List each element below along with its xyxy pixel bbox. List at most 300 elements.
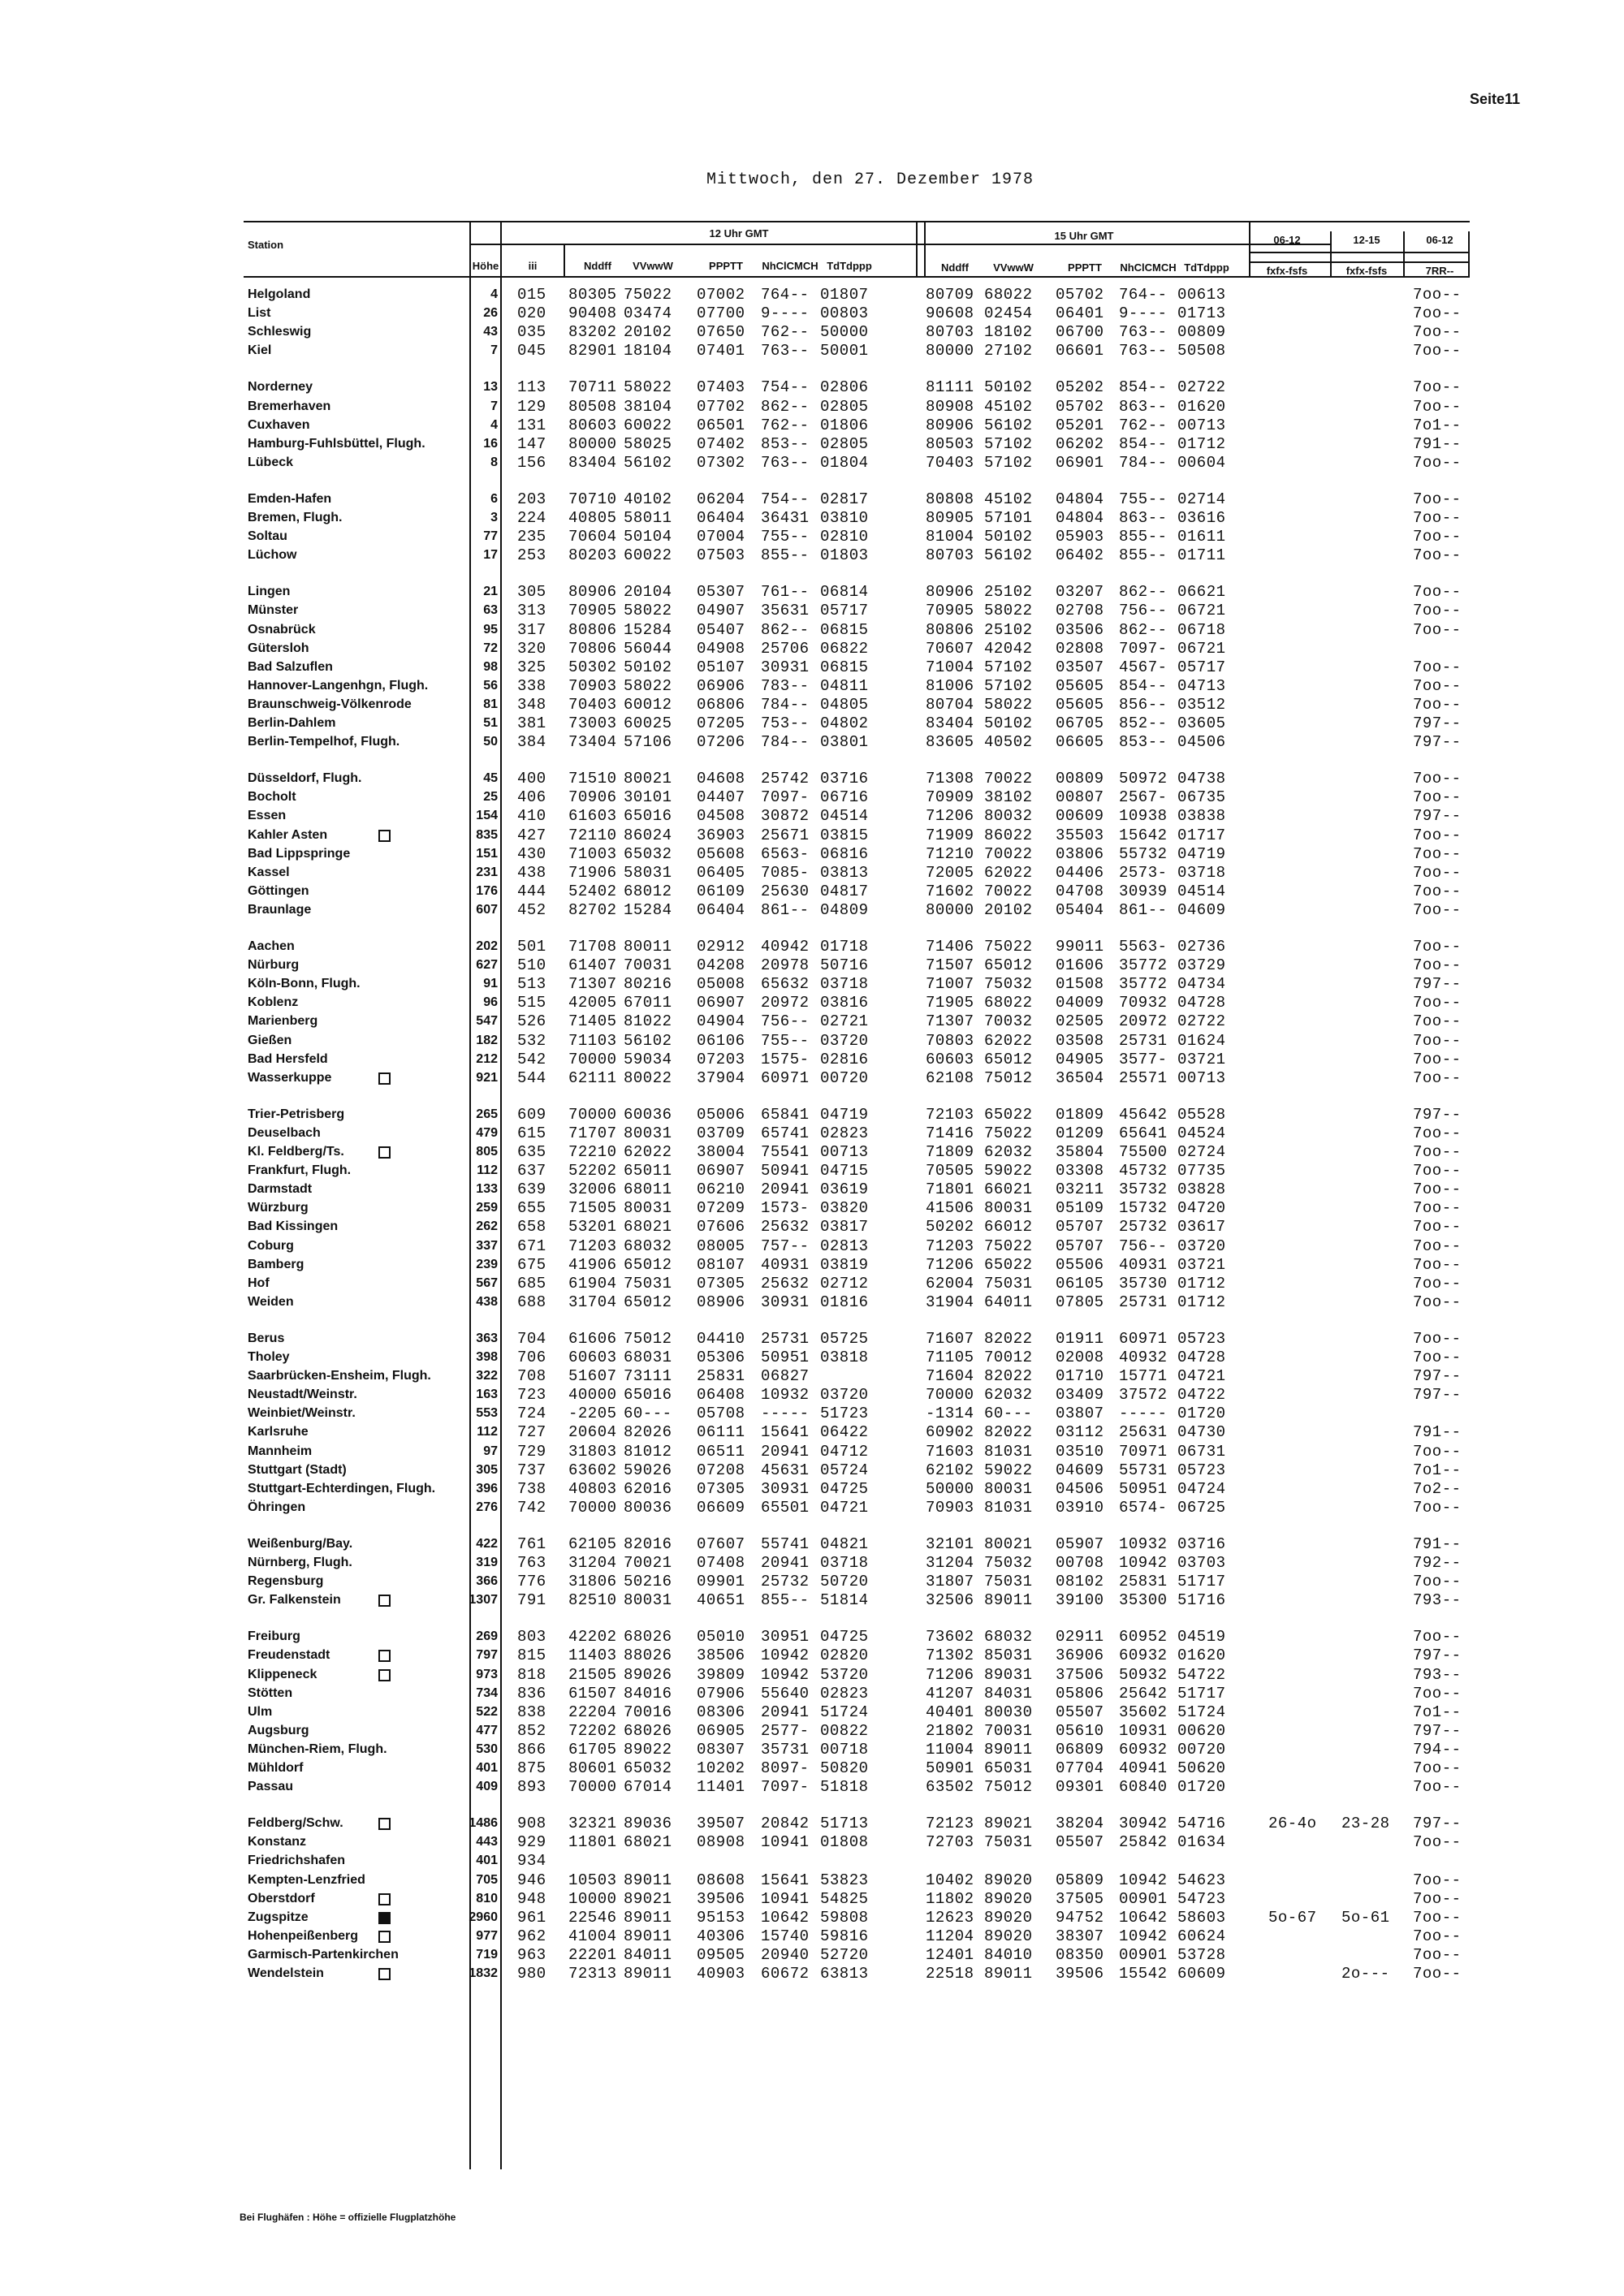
obs-15utc-2: 03112	[1056, 1423, 1104, 1442]
station-name: Weiden	[248, 1294, 294, 1309]
station-height: 45	[483, 771, 498, 786]
obs-12utc-1: 67014	[624, 1778, 672, 1797]
obs-15utc-4: 02714	[1177, 490, 1226, 508]
obs-12utc-1: 59034	[624, 1050, 672, 1068]
station-index: 963	[517, 1945, 546, 1964]
page-number: Seite11	[1470, 91, 1521, 107]
obs-12utc-4: 03716	[820, 770, 869, 788]
station-height: 231	[476, 865, 498, 879]
obs-12utc-4: 02823	[820, 1684, 869, 1703]
obs-15utc-1: 27102	[984, 342, 1033, 360]
station-height: 797	[476, 1648, 498, 1663]
obs-15utc-1: 80032	[984, 807, 1033, 826]
obs-12utc-1: 68011	[624, 1180, 672, 1199]
station-name: Helgoland	[248, 287, 311, 301]
station-name: Ulm	[248, 1704, 273, 1719]
obs-12utc-0: 71707	[568, 1124, 617, 1142]
obs-12utc-4: 51724	[820, 1703, 869, 1721]
obs-12utc-0: 70604	[568, 528, 617, 546]
obs-15utc-2: 00708	[1056, 1554, 1104, 1572]
station-height: 98	[483, 659, 498, 674]
station-name: Regensburg	[248, 1574, 324, 1589]
obs-12utc-1: 86024	[624, 826, 672, 844]
obs-12utc-0: 80603	[568, 416, 617, 434]
obs-12utc-3: 55640	[761, 1684, 810, 1703]
obs-15utc-0: 71203	[926, 1236, 974, 1255]
obs-15utc-4: 03703	[1177, 1554, 1226, 1572]
obs-12utc-0: 11801	[568, 1833, 617, 1852]
obs-12utc-0: 70710	[568, 490, 617, 508]
obs-15utc-2: 02808	[1056, 639, 1104, 658]
obs-12utc-2: 07203	[697, 1050, 745, 1068]
column-divider	[1330, 231, 1332, 278]
obs-12utc-1: 50216	[624, 1573, 672, 1591]
obs-15utc-2: 04406	[1056, 863, 1104, 882]
obs-12utc-1: 84011	[624, 1945, 672, 1964]
obs-15utc-0: 73602	[926, 1628, 974, 1646]
obs-12utc-3: 10642	[761, 1908, 810, 1927]
obs-12utc-0: 70000	[568, 1498, 617, 1517]
obs-15utc-3: 764--	[1119, 286, 1168, 304]
obs-15utc-1: 89011	[984, 1740, 1033, 1759]
obs-15utc-0: 83605	[926, 733, 974, 752]
obs-12utc-2: 08306	[697, 1703, 745, 1721]
obs-15utc-4: 00809	[1177, 323, 1226, 342]
obs-15utc-0: 81111	[926, 378, 974, 397]
obs-15utc-3: 00901	[1119, 1889, 1168, 1908]
station-height: 43	[483, 325, 498, 339]
remark-code: 7oo--	[1413, 1889, 1462, 1908]
obs-12utc-1: 62022	[624, 1143, 672, 1161]
obs-12utc-0: 53201	[568, 1218, 617, 1236]
obs-15utc-3: 60932	[1119, 1740, 1168, 1759]
obs-15utc-4: 01720	[1177, 1405, 1226, 1423]
obs-15utc-1: 85031	[984, 1646, 1033, 1665]
remark-code: 7oo--	[1413, 1908, 1462, 1927]
obs-12utc-1: 84016	[624, 1684, 672, 1703]
obs-12utc-4: 06822	[820, 639, 869, 658]
obs-12utc-2: 07702	[697, 397, 745, 416]
obs-15utc-2: 38307	[1056, 1927, 1104, 1945]
obs-12utc-0: 80000	[568, 434, 617, 453]
station-index: 305	[517, 583, 546, 602]
obs-12utc-2: 06501	[697, 416, 745, 434]
obs-15utc-3: 853--	[1119, 733, 1168, 752]
obs-15utc-1: 18102	[984, 323, 1033, 342]
obs-15utc-1: 70032	[984, 1012, 1033, 1031]
obs-12utc-2: 06204	[697, 490, 745, 508]
obs-15utc-0: 70803	[926, 1031, 974, 1050]
obs-15utc-2: 03506	[1056, 620, 1104, 639]
station-index: 131	[517, 416, 546, 434]
obs-15utc-0: 71602	[926, 882, 974, 900]
obs-15utc-1: 65022	[984, 1255, 1033, 1274]
obs-15utc-4: 03617	[1177, 1218, 1226, 1236]
obs-15utc-0: 70903	[926, 1498, 974, 1517]
station-name: Kl. Feldberg/Ts.	[248, 1145, 344, 1159]
obs-15utc-3: 2567-	[1119, 788, 1168, 807]
obs-15utc-3: 854--	[1119, 378, 1168, 397]
obs-15utc-2: 04905	[1056, 1050, 1104, 1068]
obs-12utc-4: 02817	[820, 490, 869, 508]
obs-12utc-2: 06109	[697, 882, 745, 900]
remark-code: 7oo--	[1413, 1012, 1462, 1031]
station-index: 685	[517, 1274, 546, 1293]
obs-12utc-0: 31704	[568, 1293, 617, 1311]
obs-12utc-1: 50102	[624, 658, 672, 676]
obs-15utc-3: 70932	[1119, 994, 1168, 1012]
station-height: 13	[483, 380, 498, 395]
station-name: Neustadt/Weinstr.	[248, 1388, 357, 1402]
obs-15utc-2: 01606	[1056, 956, 1104, 975]
extreme-sub-0: fxfx-fsfs	[1266, 265, 1308, 277]
remark-code: 7oo--	[1413, 602, 1462, 620]
station-name: Wendelstein	[248, 1966, 324, 1980]
obs-12utc-2: 02912	[697, 938, 745, 956]
obs-15utc-3: 9----	[1119, 304, 1168, 323]
gust-12-15: 2o---	[1341, 1965, 1390, 1983]
station-index: 338	[517, 676, 546, 695]
remark-code: 7oo--	[1413, 546, 1462, 565]
station-height: 63	[483, 603, 498, 618]
obs-12utc-2: 06907	[697, 1162, 745, 1180]
obs-15utc-4: 04721	[1177, 1367, 1226, 1386]
obs-15utc-0: 70905	[926, 602, 974, 620]
obs-12utc-3: 60971	[761, 1068, 810, 1087]
remark-code: 7oo--	[1413, 1945, 1462, 1964]
obs-12utc-3: 755--	[761, 1031, 810, 1050]
obs-12utc-0: 61705	[568, 1740, 617, 1759]
obs-15utc-1: 81031	[984, 1498, 1033, 1517]
obs-15utc-3: 55731	[1119, 1461, 1168, 1479]
obs-15utc-0: 32506	[926, 1591, 974, 1610]
remark-code: 7oo--	[1413, 1833, 1462, 1852]
obs-12utc-4: 04802	[820, 714, 869, 732]
station-index: 384	[517, 733, 546, 752]
obs-12utc-2: 07906	[697, 1684, 745, 1703]
remark-code: 7oo--	[1413, 1255, 1462, 1274]
obs-15utc-0: 50202	[926, 1218, 974, 1236]
station-height: 96	[483, 995, 498, 1010]
station-index: 704	[517, 1329, 546, 1348]
obs-12utc-4: 04514	[820, 807, 869, 826]
remark-code: 7oo--	[1413, 620, 1462, 639]
obs-12utc-1: 56102	[624, 453, 672, 472]
obs-12utc-2: 39507	[697, 1815, 745, 1833]
station-height: 401	[476, 1854, 498, 1868]
obs-12utc-4: 59808	[820, 1908, 869, 1927]
station-name: Gießen	[248, 1033, 292, 1047]
station-name: Freiburg	[248, 1629, 300, 1644]
obs-12utc-2: 05407	[697, 620, 745, 639]
obs-12utc-2: 04904	[697, 1012, 745, 1031]
obs-12utc-3: 25630	[761, 882, 810, 900]
obs-15utc-1: 62032	[984, 1143, 1033, 1161]
station-height: 477	[476, 1723, 498, 1737]
obs-15utc-1: 42042	[984, 639, 1033, 658]
obs-12utc-3: 60672	[761, 1965, 810, 1983]
station-height: 262	[476, 1219, 498, 1234]
remark-code: 7oo--	[1413, 1162, 1462, 1180]
obs-15utc-2: 06402	[1056, 546, 1104, 565]
obs-15utc-2: 06705	[1056, 714, 1104, 732]
station-height: 212	[476, 1051, 498, 1066]
station-index: 513	[517, 975, 546, 994]
obs-15utc-1: 89020	[984, 1908, 1033, 1927]
obs-15utc-3: 854--	[1119, 676, 1168, 695]
obs-15utc-1: 84031	[984, 1684, 1033, 1703]
obs-15utc-3: 55732	[1119, 844, 1168, 863]
obs-12utc-2: 10202	[697, 1759, 745, 1777]
obs-15utc-1: 02454	[984, 304, 1033, 323]
station-height: 977	[476, 1928, 498, 1943]
obs-12utc-2: 07205	[697, 714, 745, 732]
obs-15utc-2: 06700	[1056, 323, 1104, 342]
obs-15utc-2: 37506	[1056, 1665, 1104, 1684]
remark-code: 797--	[1413, 1646, 1462, 1665]
obs-15utc-1: 75022	[984, 938, 1033, 956]
obs-15utc-3: 30942	[1119, 1815, 1168, 1833]
station-name: Schleswig	[248, 325, 312, 339]
station-height: 322	[476, 1369, 498, 1383]
station-height: 1832	[469, 1966, 498, 1980]
obs-12utc-0: 70905	[568, 602, 617, 620]
obs-15utc-2: 00609	[1056, 807, 1104, 826]
station-height: 422	[476, 1536, 498, 1551]
obs-12utc-1: 89022	[624, 1740, 672, 1759]
header-rule	[471, 244, 916, 245]
station-name: Freudenstadt	[248, 1648, 330, 1663]
obs-15utc-2: 05507	[1056, 1703, 1104, 1721]
obs-15utc-1: 65012	[984, 1050, 1033, 1068]
obs-15utc-3: 3577-	[1119, 1050, 1168, 1068]
obs-15utc-4: 04722	[1177, 1386, 1226, 1405]
obs-15utc-4: 03616	[1177, 509, 1226, 527]
obs-15utc-1: 60---	[984, 1405, 1033, 1423]
obs-15utc-1: 58022	[984, 602, 1033, 620]
obs-12utc-3: 862--	[761, 620, 810, 639]
station-name: Klippeneck	[248, 1667, 317, 1681]
obs-15utc-4: 02724	[1177, 1143, 1226, 1161]
obs-15utc-0: 40401	[926, 1703, 974, 1721]
remark-code: 7oo--	[1413, 1349, 1462, 1366]
remark-code: 7o1--	[1413, 1461, 1462, 1479]
remark-code: 7oo--	[1413, 509, 1462, 527]
station-name: Feldberg/Schw.	[248, 1816, 343, 1831]
obs-12utc-4: 04805	[820, 695, 869, 714]
station-height: 154	[476, 809, 498, 823]
obs-15utc-1: 50102	[984, 378, 1033, 397]
station-height: 176	[476, 883, 498, 898]
obs-15utc-1: 66021	[984, 1180, 1033, 1199]
obs-15utc-0: 71507	[926, 956, 974, 975]
station-index: 313	[517, 602, 546, 620]
obs-12utc-0: 52402	[568, 882, 617, 900]
obs-12utc-0: 41004	[568, 1927, 617, 1945]
obs-12utc-4: 00822	[820, 1721, 869, 1740]
obs-12utc-2: 05708	[697, 1405, 745, 1423]
obs-15utc-3: 30939	[1119, 882, 1168, 900]
station-name: Bad Kissingen	[248, 1219, 339, 1234]
station-index: 791	[517, 1591, 546, 1610]
obs-15utc-0: 80000	[926, 900, 974, 919]
remark-code: 7oo--	[1413, 1124, 1462, 1142]
remark-code: 7oo--	[1413, 323, 1462, 342]
obs-12utc-3: 762--	[761, 323, 810, 342]
station-name: Mühldorf	[248, 1761, 304, 1775]
obs-15utc-1: 75032	[984, 1554, 1033, 1572]
obs-12utc-2: 05107	[697, 658, 745, 676]
obs-12utc-4: 03817	[820, 1218, 869, 1236]
obs-12utc-2: 07402	[697, 434, 745, 453]
station-height: 151	[476, 846, 498, 861]
obs-15utc-2: 35503	[1056, 826, 1104, 844]
obs-12utc-0: 31803	[568, 1442, 617, 1461]
obs-15utc-4: 54623	[1177, 1871, 1226, 1889]
obs-15utc-1: 75022	[984, 1124, 1033, 1142]
obs-12utc-2: 08906	[697, 1293, 745, 1311]
station-name: Gr. Falkenstein	[248, 1593, 341, 1608]
obs-15utc-3: 50972	[1119, 770, 1168, 788]
obs-15utc-2: 36906	[1056, 1646, 1104, 1665]
station-index: 708	[517, 1367, 546, 1386]
remark-code: 7oo--	[1413, 490, 1462, 508]
remark-code: 7oo--	[1413, 1199, 1462, 1218]
obs-15utc-0: 80704	[926, 695, 974, 714]
remark-code: 791--	[1413, 1423, 1462, 1442]
remark-code: 794--	[1413, 1740, 1462, 1759]
obs-15utc-2: 04009	[1056, 994, 1104, 1012]
obs-12utc-2: 37904	[697, 1068, 745, 1087]
hoehe-header: Höhe	[472, 260, 499, 272]
obs-15utc-1: 81031	[984, 1442, 1033, 1461]
obs-15utc-1: 89021	[984, 1815, 1033, 1833]
station-name: Hannover-Langenhgn, Flugh.	[248, 678, 429, 693]
obs-12utc-3: 8097-	[761, 1759, 810, 1777]
obs-12utc-3: 7085-	[761, 863, 810, 882]
obs-12utc-2: 09901	[697, 1573, 745, 1591]
obs-15utc-2: 06605	[1056, 733, 1104, 752]
station-name: Kiel	[248, 343, 272, 358]
obs-15utc-3: 37572	[1119, 1386, 1168, 1405]
obs-15utc-0: 71809	[926, 1143, 974, 1161]
station-index: 724	[517, 1405, 546, 1423]
obs-12utc-1: 73111	[624, 1367, 672, 1386]
obs-15utc-3: 45732	[1119, 1162, 1168, 1180]
obs-12utc-1: 75031	[624, 1274, 672, 1293]
obs-12utc-4: 06816	[820, 844, 869, 863]
station-name: Konstanz	[248, 1835, 306, 1849]
remark-code: 7oo--	[1413, 695, 1462, 714]
obs-15utc-1: 59022	[984, 1461, 1033, 1479]
station-index: 727	[517, 1423, 546, 1442]
obs-12utc-0: 40803	[568, 1479, 617, 1498]
station-index: 427	[517, 826, 546, 844]
obs-12utc-2: 40651	[697, 1591, 745, 1610]
remark-code: 7oo--	[1413, 1573, 1462, 1591]
station-height: 530	[476, 1741, 498, 1756]
station-name: Köln-Bonn, Flugh.	[248, 977, 361, 991]
obs-15utc-0: 71307	[926, 1012, 974, 1031]
col-header-15-4: TdTdppp	[1184, 261, 1229, 274]
obs-12utc-3: 9----	[761, 304, 810, 323]
obs-12utc-0: 21505	[568, 1665, 617, 1684]
header-rule	[244, 221, 1470, 222]
remark-code: 7oo--	[1413, 342, 1462, 360]
station-height: 50	[483, 735, 498, 749]
obs-15utc-2: 03807	[1056, 1405, 1104, 1423]
obs-12utc-2: 07206	[697, 733, 745, 752]
obs-15utc-0: 71105	[926, 1349, 974, 1366]
obs-15utc-0: 80906	[926, 416, 974, 434]
obs-12utc-3: 65632	[761, 975, 810, 994]
obs-15utc-1: 40502	[984, 733, 1033, 752]
obs-12utc-3: 30872	[761, 807, 810, 826]
station-name: Norderney	[248, 380, 313, 395]
obs-12utc-0: 70711	[568, 378, 617, 397]
station-height: 163	[476, 1388, 498, 1402]
station-name: Braunlage	[248, 902, 312, 917]
remark-code: 7o2--	[1413, 1479, 1462, 1498]
obs-12utc-2: 40306	[697, 1927, 745, 1945]
extreme-sub-2: 7RR--	[1425, 265, 1454, 277]
obs-12utc-4: 02813	[820, 1236, 869, 1255]
obs-15utc-2: 07805	[1056, 1293, 1104, 1311]
column-divider	[500, 221, 502, 2169]
obs-12utc-1: 58022	[624, 676, 672, 695]
obs-15utc-2: 05109	[1056, 1199, 1104, 1218]
remark-code: 797--	[1413, 1815, 1462, 1833]
station-index: 946	[517, 1871, 546, 1889]
obs-15utc-0: 71308	[926, 770, 974, 788]
obs-15utc-0: 80906	[926, 583, 974, 602]
obs-12utc-4: 02820	[820, 1646, 869, 1665]
obs-12utc-2: 08005	[697, 1236, 745, 1255]
obs-12utc-4: 06815	[820, 620, 869, 639]
station-name: Cuxhaven	[248, 417, 310, 432]
obs-12utc-3: 25742	[761, 770, 810, 788]
obs-12utc-4: 01816	[820, 1293, 869, 1311]
station-name: Berlin-Tempelhof, Flugh.	[248, 735, 400, 749]
obs-12utc-3: 853--	[761, 434, 810, 453]
obs-12utc-3: 30931	[761, 658, 810, 676]
station-height: 95	[483, 622, 498, 637]
obs-15utc-4: 03718	[1177, 863, 1226, 882]
obs-12utc-2: 05608	[697, 844, 745, 863]
header-rule	[1250, 261, 1470, 263]
obs-12utc-1: 15284	[624, 620, 672, 639]
station-height: 409	[476, 1780, 498, 1794]
station-height: 810	[476, 1891, 498, 1905]
station-height: 3	[490, 511, 498, 524]
obs-12utc-2: 07208	[697, 1461, 745, 1479]
obs-15utc-3: 35732	[1119, 1180, 1168, 1199]
station-name: Koblenz	[248, 995, 299, 1010]
obs-12utc-0: 70000	[568, 1105, 617, 1124]
obs-15utc-4: 50508	[1177, 342, 1226, 360]
obs-15utc-0: 60902	[926, 1423, 974, 1442]
obs-12utc-0: 70906	[568, 788, 617, 807]
open-square-marker	[378, 1968, 391, 1980]
obs-12utc-4: 02805	[820, 434, 869, 453]
obs-15utc-1: 57102	[984, 658, 1033, 676]
obs-12utc-3: 50951	[761, 1349, 810, 1366]
obs-12utc-0: 22546	[568, 1908, 617, 1927]
gust-12-15: 23-28	[1341, 1815, 1390, 1833]
station-index: 763	[517, 1554, 546, 1572]
station-height: 547	[476, 1014, 498, 1029]
obs-15utc-3: 863--	[1119, 397, 1168, 416]
